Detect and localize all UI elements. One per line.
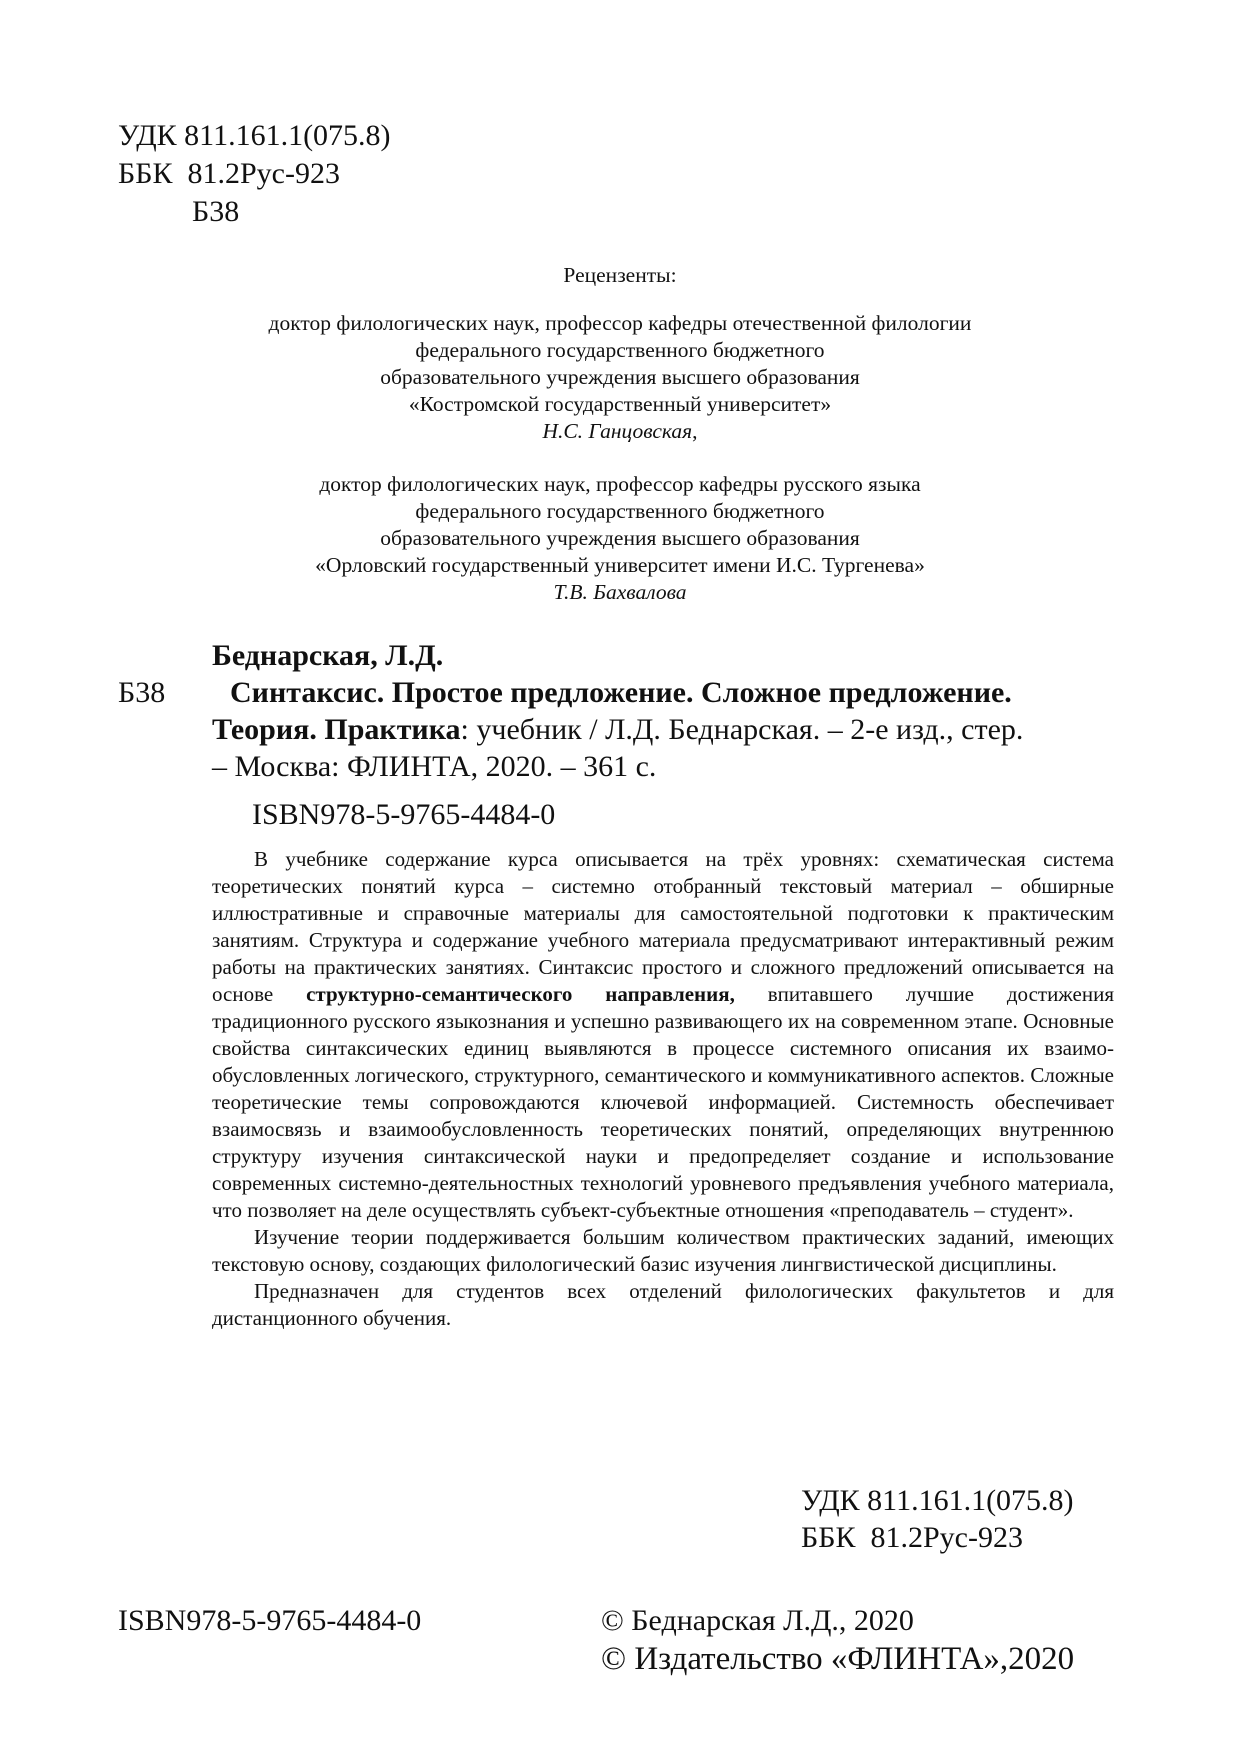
footer-udk: УДК 811.161.1(075.8) [801,1484,1074,1517]
footer-isbn: ISBN978-5-9765-4484-0 [118,1604,422,1637]
bib-author: Беднарская, Л.Д. [212,639,444,672]
reviewer-1-line: доктор филологических наук, профессор кафедры отечественной филологии [268,311,972,335]
bib-title-line2 [212,712,1023,748]
reviewer-2-line: образовательного учреждения высшего образования [380,526,860,550]
footer-copyright-publisher: © Издательство «ФЛИНТА»,2020 [601,1641,1075,1677]
reviewer-1-name-line [140,418,1100,445]
reviewer-1-name-suffix: , [692,419,698,443]
bib-code: Б38 [118,676,166,709]
reviewer-1-line: образовательного учреждения высшего образования [380,365,860,389]
reviewer-2-line: доктор филологических наук, профессор кафедры русского языка [319,472,921,496]
annotation-p1-after: впитавшего лучшие достижения традиционного русского языкознания и успешно развивающего их на современном этапе. Основные свойства синтаксических единиц выявляются в процессе системного описания их взаимообусловленных логического, структурного, семантического и коммуникативного аспектов. Сложные теоретические темы сопровождаются ключевой информацией. Системность обеспечивает взаимосвязь и взаимообусловленность теоретических понятий, определяющих внутреннюю структуру изучения синтаксической науки и предопределяет создание и использование современных системно-деятельностных технологий уровневого предъявления учебного материала, что позволяет на деле осуществлять субъект-субъектные отношения «преподаватель – студент». [212,982,1114,1222]
header-udk: УДК 811.161.1(075.8) [118,119,391,152]
annotation-paragraph-2: Изучение теории поддерживается большим количеством практических заданий, имеющих текстовую основу, создающих филологический базис изучения лингвистической дисциплины. [212,1225,1114,1276]
annotation-paragraph-3: Предназначен для студентов всех отделений филологических факультетов и для дистанционного обучения. [212,1279,1114,1330]
reviewer-2-line: федерального государственного бюджетного [415,499,825,523]
reviewer-2-line: «Орловский государственный университет имени И.С. Тургенева» [315,553,925,577]
bib-imprint: – Москва: ФЛИНТА, 2020. – 361 с. [212,750,657,783]
bib-isbn: ISBN978-5-9765-4484-0 [252,798,556,831]
reviewer-1-name: Н.С. Ганцовская [542,419,693,443]
annotation-p1-bold: структурно-семантического направления, [306,982,735,1006]
annotation-paragraph-1 [212,846,1114,1224]
annotation [212,846,1114,1332]
footer-copyright-author: © Беднарская Л.Д., 2020 [601,1604,914,1637]
reviewers-title: Рецензенты: [563,263,677,287]
reviewer-1-line: федерального государственного бюджетного [415,338,825,362]
reviewer-1-line: «Костромской государственный университет» [408,392,832,416]
header-author-sign: Б38 [192,195,240,228]
header-bbk: ББК 81.2Рус-923 [118,157,340,190]
reviewer-2-name: Т.В. Бахвалова [553,580,687,604]
annotation-p1-before: В учебнике содержание курса описывается на трёх уровнях: схематическая система теоретических понятий курса – системно отобранный текстовый материал – обширные иллюстративные и справочные материалы для самостоятельной подготовки к практическим занятиям. Структура и содержание учебного материала предусматривают интерактивный режим работы на практических занятиях. Синтаксис простого и сложного предложений описывается на основе [212,847,1114,1006]
footer-bbk: ББК 81.2Рус-923 [801,1521,1023,1554]
reviewer-block-2 [140,471,1100,606]
reviewer-block-1 [140,310,1100,445]
bib-title-rest: : учебник / Л.Д. Беднарская. – 2-е изд., стер. [460,713,1024,746]
bib-title-bold: Теория. Практика [212,713,461,746]
reviewer-2-name-line [140,579,1100,606]
bib-title-line1: Синтаксис. Простое предложение. Сложное предложение. [230,676,1012,709]
